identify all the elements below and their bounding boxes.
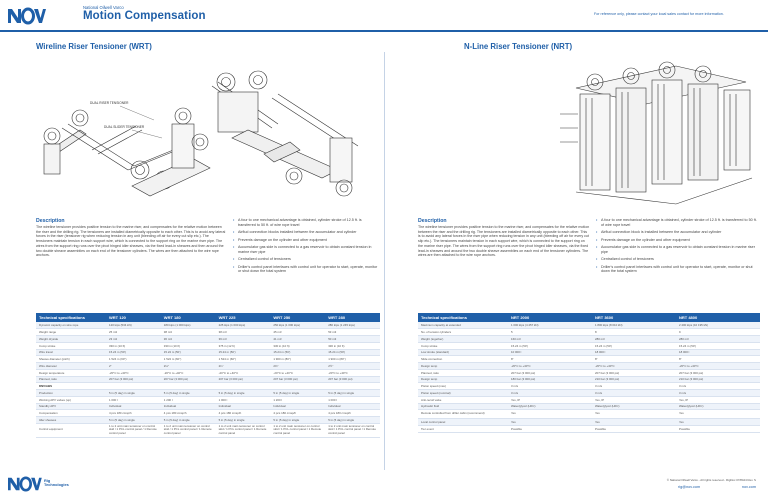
nrt-feature-item: • A four to one mechanical advantage is obtained, cylinder stroke of 12.5 ft. is transferred to 50 ft. of wire rope travel [596,218,760,228]
website-link[interactable]: nov.com [741,485,756,489]
table-row [418,419,760,426]
wrt-spec-table [36,313,380,438]
spec-value-cell: 1 524 m (60'') [216,356,271,363]
table-row [418,426,760,433]
spec-value-cell: 10 000 l [508,349,592,356]
contact-email-link[interactable]: rig@nov.com [678,485,701,489]
spec-label-cell: Maximum capacity at extended [418,322,508,329]
spec-label-cell: Weight dryside [36,336,106,343]
table-row [36,390,380,397]
spec-value-cell: Yes [592,419,676,426]
spec-label-cell: DNV/ABS [36,383,106,390]
table-row [418,329,760,336]
spec-value-cell: 4 pcs 180 cmsp/h [216,410,271,417]
spec-value-cell: 180 kips (1 000 kips) [161,322,216,329]
spec-value-cell: 3 m/s [676,390,760,397]
spec-value-cell: 207 bar (3 000 psi) [270,376,325,383]
spec-value-cell: 25 m3 [106,329,161,336]
spec-value-cell: Possible [676,426,760,433]
spec-value-cell: 207 bar (3 000 psi) [592,369,676,376]
table-header-model: WRT 225 [216,313,271,322]
spec-label-cell: Comp stroke [418,342,508,349]
wrt-feature-list [233,218,379,277]
spec-label-cell: Design temp [418,363,508,370]
table-header-model: WRT 180 [161,313,216,322]
spec-value-cell: Yes, IP [592,396,676,403]
callout-dual-slider-tensioner: DUAL SLIDER TENSIONER [104,125,145,129]
spec-label-cell: Standby APV [36,403,106,410]
spec-label-cell: Dynamic capacity on wire rope [36,322,106,329]
nrt-feature-item: • Driller's control panel interfaces with control unit for operator to start, operate, monitor or shut down the total system [596,265,760,275]
spec-value-cell: 3 m/s [508,383,592,390]
spec-value-cell: 1 to 2 unit main tensioner on control skid / 1 PCL control panel / 1 Remote control panel [161,423,216,437]
callout-dual-riser-tensioner: DUAL RISER TENSIONER [90,101,129,105]
table-row [418,410,760,419]
page-title: Motion Compensation [83,10,206,22]
brand-subtitle: National Oilwell Varco [83,5,124,10]
spec-value-cell [161,383,216,390]
spec-value-cell: -20°C to +40°C [216,369,271,376]
spec-value-cell: 250 kips (1 000 kips) [270,322,325,329]
spec-value-cell: 207 bar (3 000 psi) [325,376,380,383]
spec-value-cell: 280 m3 [676,336,760,343]
spec-value-cell: 1 to 2 unit main tensioner on control skid / 1 PCL control panel / 1 Remote control panel [270,423,325,437]
wrt-feature-item: • Airflud connection blocks installed between the accumulator and cylinder [233,230,379,235]
nrt-feature-item: • Centralized control of tensioners [596,257,760,262]
spec-value-cell: 38 m3 [161,329,216,336]
spec-value-cell: 3 m/s [592,383,676,390]
spec-value-cell: 207 bar (3 000 psi) [106,376,161,383]
spec-label-cell: No. of tension cylinders [418,329,508,336]
spec-value-cell: -20°C to +40°C [508,363,592,370]
spec-label-cell: Design temp [418,376,508,383]
table-row [36,383,380,390]
nrt-feature-item: • Airflud connection block is installed between the accumulator and cylinder [596,230,760,235]
nrt-section-title: N-Line Riser Tensioner (NRT) [464,42,573,51]
table-row [36,329,380,336]
table-row [418,383,760,390]
spec-value-cell: 45 m3 [270,329,325,336]
table-header-model: NRT 2000 [508,313,592,322]
table-header-model: WRT 250 [270,313,325,322]
spec-value-cell: Individual [325,403,380,410]
spec-value-cell: 4 pcs 180 cmsp/h [106,410,161,417]
spec-value-cell: 8 [592,329,676,336]
table-row [418,336,760,343]
wrt-section-title: Wireline Riser Tensioner (WRT) [36,42,152,51]
spec-value-cell: Yes [676,410,760,419]
spec-value-cell: 4 pcs 180 cmsp/h [161,410,216,417]
spec-value-cell: 15.24 m (50') [216,349,271,356]
table-row [36,342,380,349]
table-row [418,376,760,383]
spec-value-cell: 210 bar (3 000 psi) [676,376,760,383]
nrt-illustration [556,58,766,208]
wrt-feature-item: • A four to one mechanical advantage is obtained, cylinder stroke of 12.5 ft. is transferred to 50 ft. of wire rope travel [233,218,379,228]
division-name [44,479,69,488]
spec-value-cell: 207 bar (3 000 psi) [216,376,271,383]
spec-value-cell: Yes, IP [508,396,592,403]
spec-value-cell: 160 m3 [508,336,592,343]
spec-value-cell: 330 in (10 ft) [270,342,325,349]
spec-value-cell: 5 in (5 day) in single [325,417,380,424]
spec-label-cell: Design temperature [36,369,106,376]
table-row [418,322,760,329]
spec-value-cell: 5 [508,329,592,336]
spec-value-cell: -20°C to +40°C [270,369,325,376]
spec-value-cell: -20°C to +40°C [676,363,760,370]
wrt-feature-item: • Centralized control of tensioners [233,257,379,262]
spec-value-cell: 1 524 m (60'') [161,356,216,363]
spec-value-cell: 8'' [676,356,760,363]
spec-value-cell: 15.24 m (50') [270,349,325,356]
table-row [36,403,380,410]
spec-value-cell: Yes [508,410,592,419]
spec-value-cell: 375 in (12 ft) [216,342,271,349]
spec-value-cell: Individual [270,403,325,410]
table-row [36,349,380,356]
spec-value-cell: Water/glycol (HFC) [508,403,592,410]
spec-value-cell: 18 000 l [592,349,676,356]
spec-value-cell: 2⅛'' [161,363,216,370]
spec-value-cell: 2'' [106,363,161,370]
spec-value-cell: 1 to 2 unit main tensioner on control skid / 1 PCL control panel / 1 Remote control panel [325,423,380,437]
spec-label-cell: Production [36,390,106,397]
spec-value-cell: 1 524 m (60'') [106,356,161,363]
division-line-2: Technologies [44,482,69,488]
nrt-feature-item: • Accumulator gas side is connected to a gas reservoir to obtain constant tension in marine riser pipe [596,245,760,255]
table-row [36,423,380,437]
spec-value-cell [270,383,325,390]
spec-value-cell: 5 in (5 day) in single [106,390,161,397]
spec-value-cell: 1 900 m (80'') [325,356,380,363]
spec-value-cell: Individual [161,403,216,410]
spec-value-cell: Possible [592,426,676,433]
spec-value-cell: -20°C to +40°C [106,369,161,376]
spec-value-cell [106,383,161,390]
table-row [418,396,760,403]
spec-value-cell: Individual [106,403,161,410]
spec-value-cell: 1 000 kips (4 457 kN) [508,322,592,329]
copyright-text: © National Oilwell Varco - All rights reserved - RigDoc 07/8424 Rev. S [666,478,756,482]
spec-label-cell: Wire travel [36,349,106,356]
wrt-feature-item: • Accumulator gas side is connected to a gas reservoir to obtain constant tension in marine riser pipe [233,245,379,255]
spec-value-cell: 225 kips (1 000 kips) [216,322,271,329]
spec-label-cell: Low stroke (standard) [418,349,508,356]
spec-value-cell: 2 400 kips (10 195 kN) [676,322,760,329]
nrt-description-heading: Description [418,218,447,224]
spec-value-cell: 2¼'' [216,363,271,370]
table-row [418,363,760,370]
wrt-description-heading: Description [36,218,65,224]
table-row [418,349,760,356]
table-row [418,369,760,376]
spec-value-cell: 4 pcs 180 cmsp/h [325,410,380,417]
table-row [418,356,760,363]
table-row [36,417,380,424]
spec-value-cell: 36 m3 [161,336,216,343]
table-header-row [36,313,380,322]
table-row [36,376,380,383]
table-row [418,342,760,349]
spec-value-cell: 38 m3 [216,329,271,336]
nov-logo [6,7,46,25]
spec-label-cell: Anti-recoil valve [418,396,508,403]
spec-value-cell: 1 000 l [216,396,271,403]
division-line-1: Rig [44,478,51,483]
spec-value-cell: Yes, IP [676,396,760,403]
header-rule [0,30,768,32]
spec-value-cell: 3 m/s [676,383,760,390]
column-divider [384,52,385,470]
spec-value-cell: 1 200 l [270,396,325,403]
spec-label-cell: Working APV valves (up) [36,396,106,403]
spec-label-cell: Tier event [418,426,508,433]
spec-label-cell: Planned, ratio [418,369,508,376]
spec-value-cell: 5 in (5 day) in single [216,417,271,424]
spec-value-cell: 207 bar (3 000 psi) [161,376,216,383]
spec-value-cell: 207 bar (3 000 psi) [508,369,592,376]
spec-value-cell: 2⅜'' [270,363,325,370]
spec-value-cell: 50 m3 [325,336,380,343]
wrt-description-text: The wireline tensioner provides positive tension to the marine riser, and compensates for the relative motion between the riser and the drilling rig. The tensioners are installed diametrically opposite to each other. This is to avoid any lateral forces in the riser (tensioner rig when reducing tension in any unit (bleeding off air for every cut slip etc.). The tensioners maintain tension in each support wire, which is connected to the support ring on the marine riser pipe. The wires from the support ring runs over the pivot hinged idler sheaves, via the fixed lead-in sheaves and then around the two double sheave assemblies on each end of the tensioner cylinders. The wires are then attached to the wire rope anchors. [36,225,226,258]
spec-value-cell: Possible [508,426,592,433]
spec-value-cell: 8'' [508,356,592,363]
spec-label-cell: Piston speed (nominal) [418,390,508,397]
spec-value-cell: 1 900 m (80'') [270,356,325,363]
table-header-label: Technical specifications [36,313,106,322]
table-header-row [418,313,760,322]
spec-value-cell [216,383,271,390]
spec-value-cell: 18 000 l [676,349,760,356]
spec-value-cell: Individual [216,403,271,410]
spec-label-cell: Remote controlled from driller cabin (recommend) [418,410,508,419]
wrt-illustration [32,58,372,208]
wrt-feature-item: • Driller's control panel interfaces with control unit for operator to start, operate, monitor or shut down the total system [233,265,379,275]
spec-label-cell: Control equipment [36,423,106,437]
spec-value-cell: Yes [592,410,676,419]
table-row [36,369,380,376]
spec-value-cell: -20°C to +40°C [161,369,216,376]
wrt-feature-item: • Prevents damage on the cylinder and other equipment [233,238,379,243]
spec-value-cell: -20°C to +40°C [325,369,380,376]
spec-value-cell: 36 m3 [216,336,271,343]
spec-label-cell: Wire diameter [36,363,106,370]
spec-label-cell: Compensation [36,410,106,417]
spec-value-cell: 8'' [592,356,676,363]
spec-value-cell: 5 in (5 day) in single [325,390,380,397]
table-row [36,356,380,363]
table-row [36,410,380,417]
nrt-description-text: The wireline tensioner provides positive tension to the marine riser, and compensates for the relative motion between the riser and the drilling rig. The tensioners are installed diametrically opposite to each other. This is to avoid any lateral forces in the riser pipe when reducing tension in any unit (bleeding off air for every cut slip etc.). The tensioners maintain tension in each support wire, which is connected to the support ring on the marine riser pipe. The wires from the support ring runs over the pivot hinged idler sheaves, via the fixed lead-in sheaves and around the two double sheave assemblies on each end of the tensioner cylinders. The wires are then attached to the wire rope anchors. [418,225,590,258]
spec-value-cell: 5 in (5 day) in single [161,417,216,424]
spec-label-cell: Slide connection [418,356,508,363]
spec-value-cell: 41 m3 [270,336,325,343]
spec-label-cell: Planned, ratio [36,376,106,383]
table-header-model: WRT 120 [106,313,161,322]
spec-value-cell: 207 bar (3 000 psi) [676,369,760,376]
spec-value-cell: 180 bar (3 000 psi) [508,376,592,383]
spec-value-cell: 330 in (10 ft) [106,342,161,349]
nrt-feature-item: • Prevents damage on the cylinder and other equipment [596,238,760,243]
table-header-label: Technical specifications [418,313,508,322]
spec-value-cell [325,383,380,390]
spec-value-cell: 330 in (10 ft) [161,342,216,349]
spec-value-cell: -20°C to +40°C [592,363,676,370]
spec-value-cell: Water/glycol (HFC) [592,403,676,410]
spec-value-cell: 280 kips (1 245 kips) [325,322,380,329]
page-header [0,0,768,34]
table-header-model: NRT 4800 [676,313,760,322]
spec-value-cell: 53 m3 [325,329,380,336]
spec-value-cell: 1 200 l [161,396,216,403]
spec-label-cell: Comp stroke [36,342,106,349]
table-row [36,396,380,403]
spec-value-cell: Yes [508,419,592,426]
spec-value-cell: 9 [676,329,760,336]
spec-label-cell: Local control panel [418,419,508,426]
spec-value-cell: 5 in (5 day) in single [270,417,325,424]
spec-value-cell: 3 m/s [592,390,676,397]
spec-label-cell: Weight (together) [418,336,508,343]
table-row [418,390,760,397]
spec-value-cell: 1 to 2 unit main tensioner on control skid / 1 PCL control panel / 1 Remote control panel [216,423,271,437]
reference-note: For reference only, please contact your local sales contact for more information. [594,12,724,16]
spec-value-cell: Water/glycol (HFC) [676,403,760,410]
spec-value-cell: 15.24 m (50') [161,349,216,356]
spec-value-cell: 1 000 l [106,396,161,403]
spec-value-cell: Yes [676,419,760,426]
spec-value-cell: 120 kips (534 kN) [106,322,161,329]
spec-label-cell: Hydraulic fluid [418,403,508,410]
spec-value-cell: 5 in (5 day) in single [270,390,325,397]
spec-value-cell: 210 bar (3 000 psi) [592,376,676,383]
spec-value-cell: 280 m3 [592,336,676,343]
spec-value-cell: 5 in (5 day) in single [216,390,271,397]
table-row [36,363,380,370]
table-row [418,403,760,410]
spec-label-cell: Piston speed (max) [418,383,508,390]
nrt-spec-table [418,313,760,433]
spec-value-cell: 5 in (5 day) in single [161,390,216,397]
spec-value-cell: 15.24 m (50') [106,349,161,356]
nrt-feature-list [596,218,760,277]
spec-value-cell: 1 800 kips (8 010 kN) [592,322,676,329]
table-header-model: NRT 3600 [592,313,676,322]
spec-value-cell: 15.24 m (50') [508,342,592,349]
spec-label-cell: Idler sheaves [36,417,106,424]
spec-value-cell: 15.24 m (50') [325,349,380,356]
spec-value-cell: 3 m/s [508,390,592,397]
spec-value-cell: 1 000 l [325,396,380,403]
spec-value-cell: 4 pcs 180 cmsp/h [270,410,325,417]
spec-value-cell: 15.24 m (50') [676,342,760,349]
table-row [36,336,380,343]
spec-value-cell: 1 to 2 unit main tensioner on control skid / 1 PCL control panel / 1 Remote control panel [106,423,161,437]
spec-value-cell: 2½'' [325,363,380,370]
spec-value-cell: 23 m3 [106,336,161,343]
spec-value-cell: 5 in (5 day) in single [106,417,161,424]
table-row [36,322,380,329]
spec-value-cell: 330 in (10 ft) [325,342,380,349]
spec-label-cell: Sheave diameter (pitch) [36,356,106,363]
spec-value-cell: 15.24 m (50') [592,342,676,349]
spec-label-cell: Weight range [36,329,106,336]
table-header-model: WRT 280 [325,313,380,322]
nov-footer-logo [6,476,42,492]
